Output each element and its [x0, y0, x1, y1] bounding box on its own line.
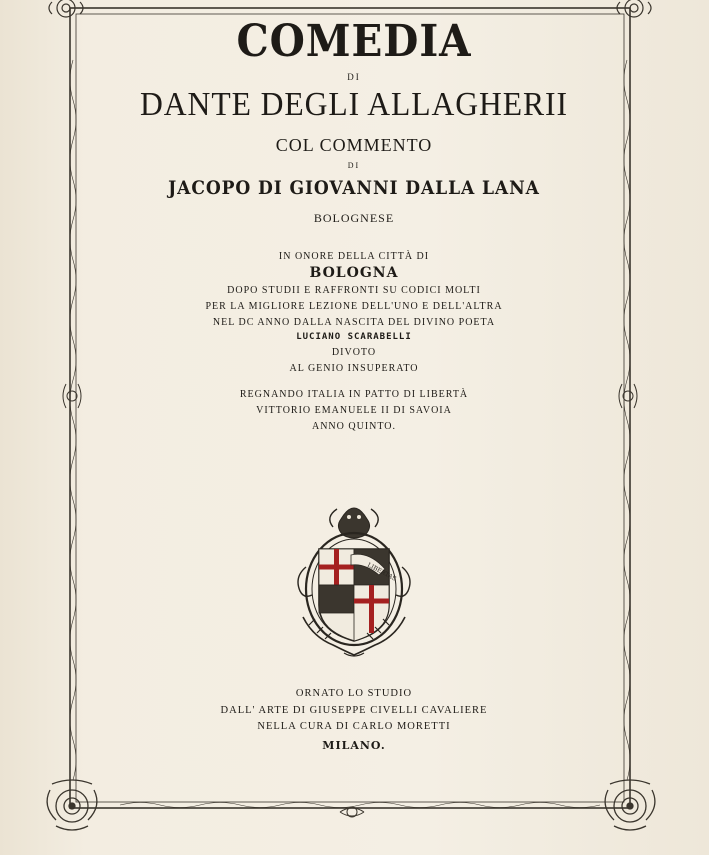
editor-name: LUCIANO SCARABELLI [296, 332, 412, 342]
book-title: COMEDIA [236, 16, 472, 67]
dedication-city: BOLOGNA [309, 265, 399, 281]
col-commento: COL COMMENTO [275, 135, 433, 155]
bologna-coat-of-arms [289, 497, 419, 662]
dedication-line-5: DIVOTO [331, 347, 377, 358]
dedication-line-6: AL GENIO INSUPERATO [289, 363, 419, 374]
title-block [88, 14, 620, 432]
reign-line-1: REGNANDO ITALIA IN PATTO DI LIBERTÀ [239, 389, 469, 400]
preposition-di: DI [347, 72, 361, 82]
dedication-line-4: NEL DC ANNO DALLA NASCITA DEL DIVINO POETA [212, 317, 496, 328]
dedication-line-3: PER LA MIGLIORE LEZIONE DELL'UNO E DELL'ALTRA [205, 301, 503, 312]
side-ornament-right [619, 384, 637, 408]
commentator-name: JACOPO DI GIOVANNI DALLA LANA [168, 177, 540, 199]
corner-ornament-bottom-left [47, 780, 97, 830]
reign-line-2: VITTORIO EMANUELE II DI SAVOIA [256, 405, 452, 416]
preposition-di-2: DI [347, 161, 361, 170]
imprint-line-3: NELLA CURA DI CARLO MORETTI [257, 721, 451, 732]
dedication-line-1: IN ONORE DELLA CITTÀ DI [278, 251, 430, 262]
emblem-motto: LIBERTAS [366, 561, 398, 583]
side-ornament-left [63, 384, 81, 408]
dedication-line-2: DOPO STUDII E RAFFRONTI SU CODICI MOLTI [227, 285, 481, 296]
imprint-line-2: DALL' ARTE DI GIUSEPPE CIVELLI CAVALIERE [220, 704, 488, 716]
imprint-block [88, 683, 620, 751]
author-name: DANTE DEGLI ALLAGHERII [140, 86, 568, 123]
imprint-line-1: ORNATO LO STUDIO [295, 688, 413, 699]
reign-line-3: ANNO QUINTO. [311, 421, 397, 432]
commentator-origin: BOLOGNESE [313, 211, 395, 225]
imprint-city: MILANO. [322, 738, 386, 752]
